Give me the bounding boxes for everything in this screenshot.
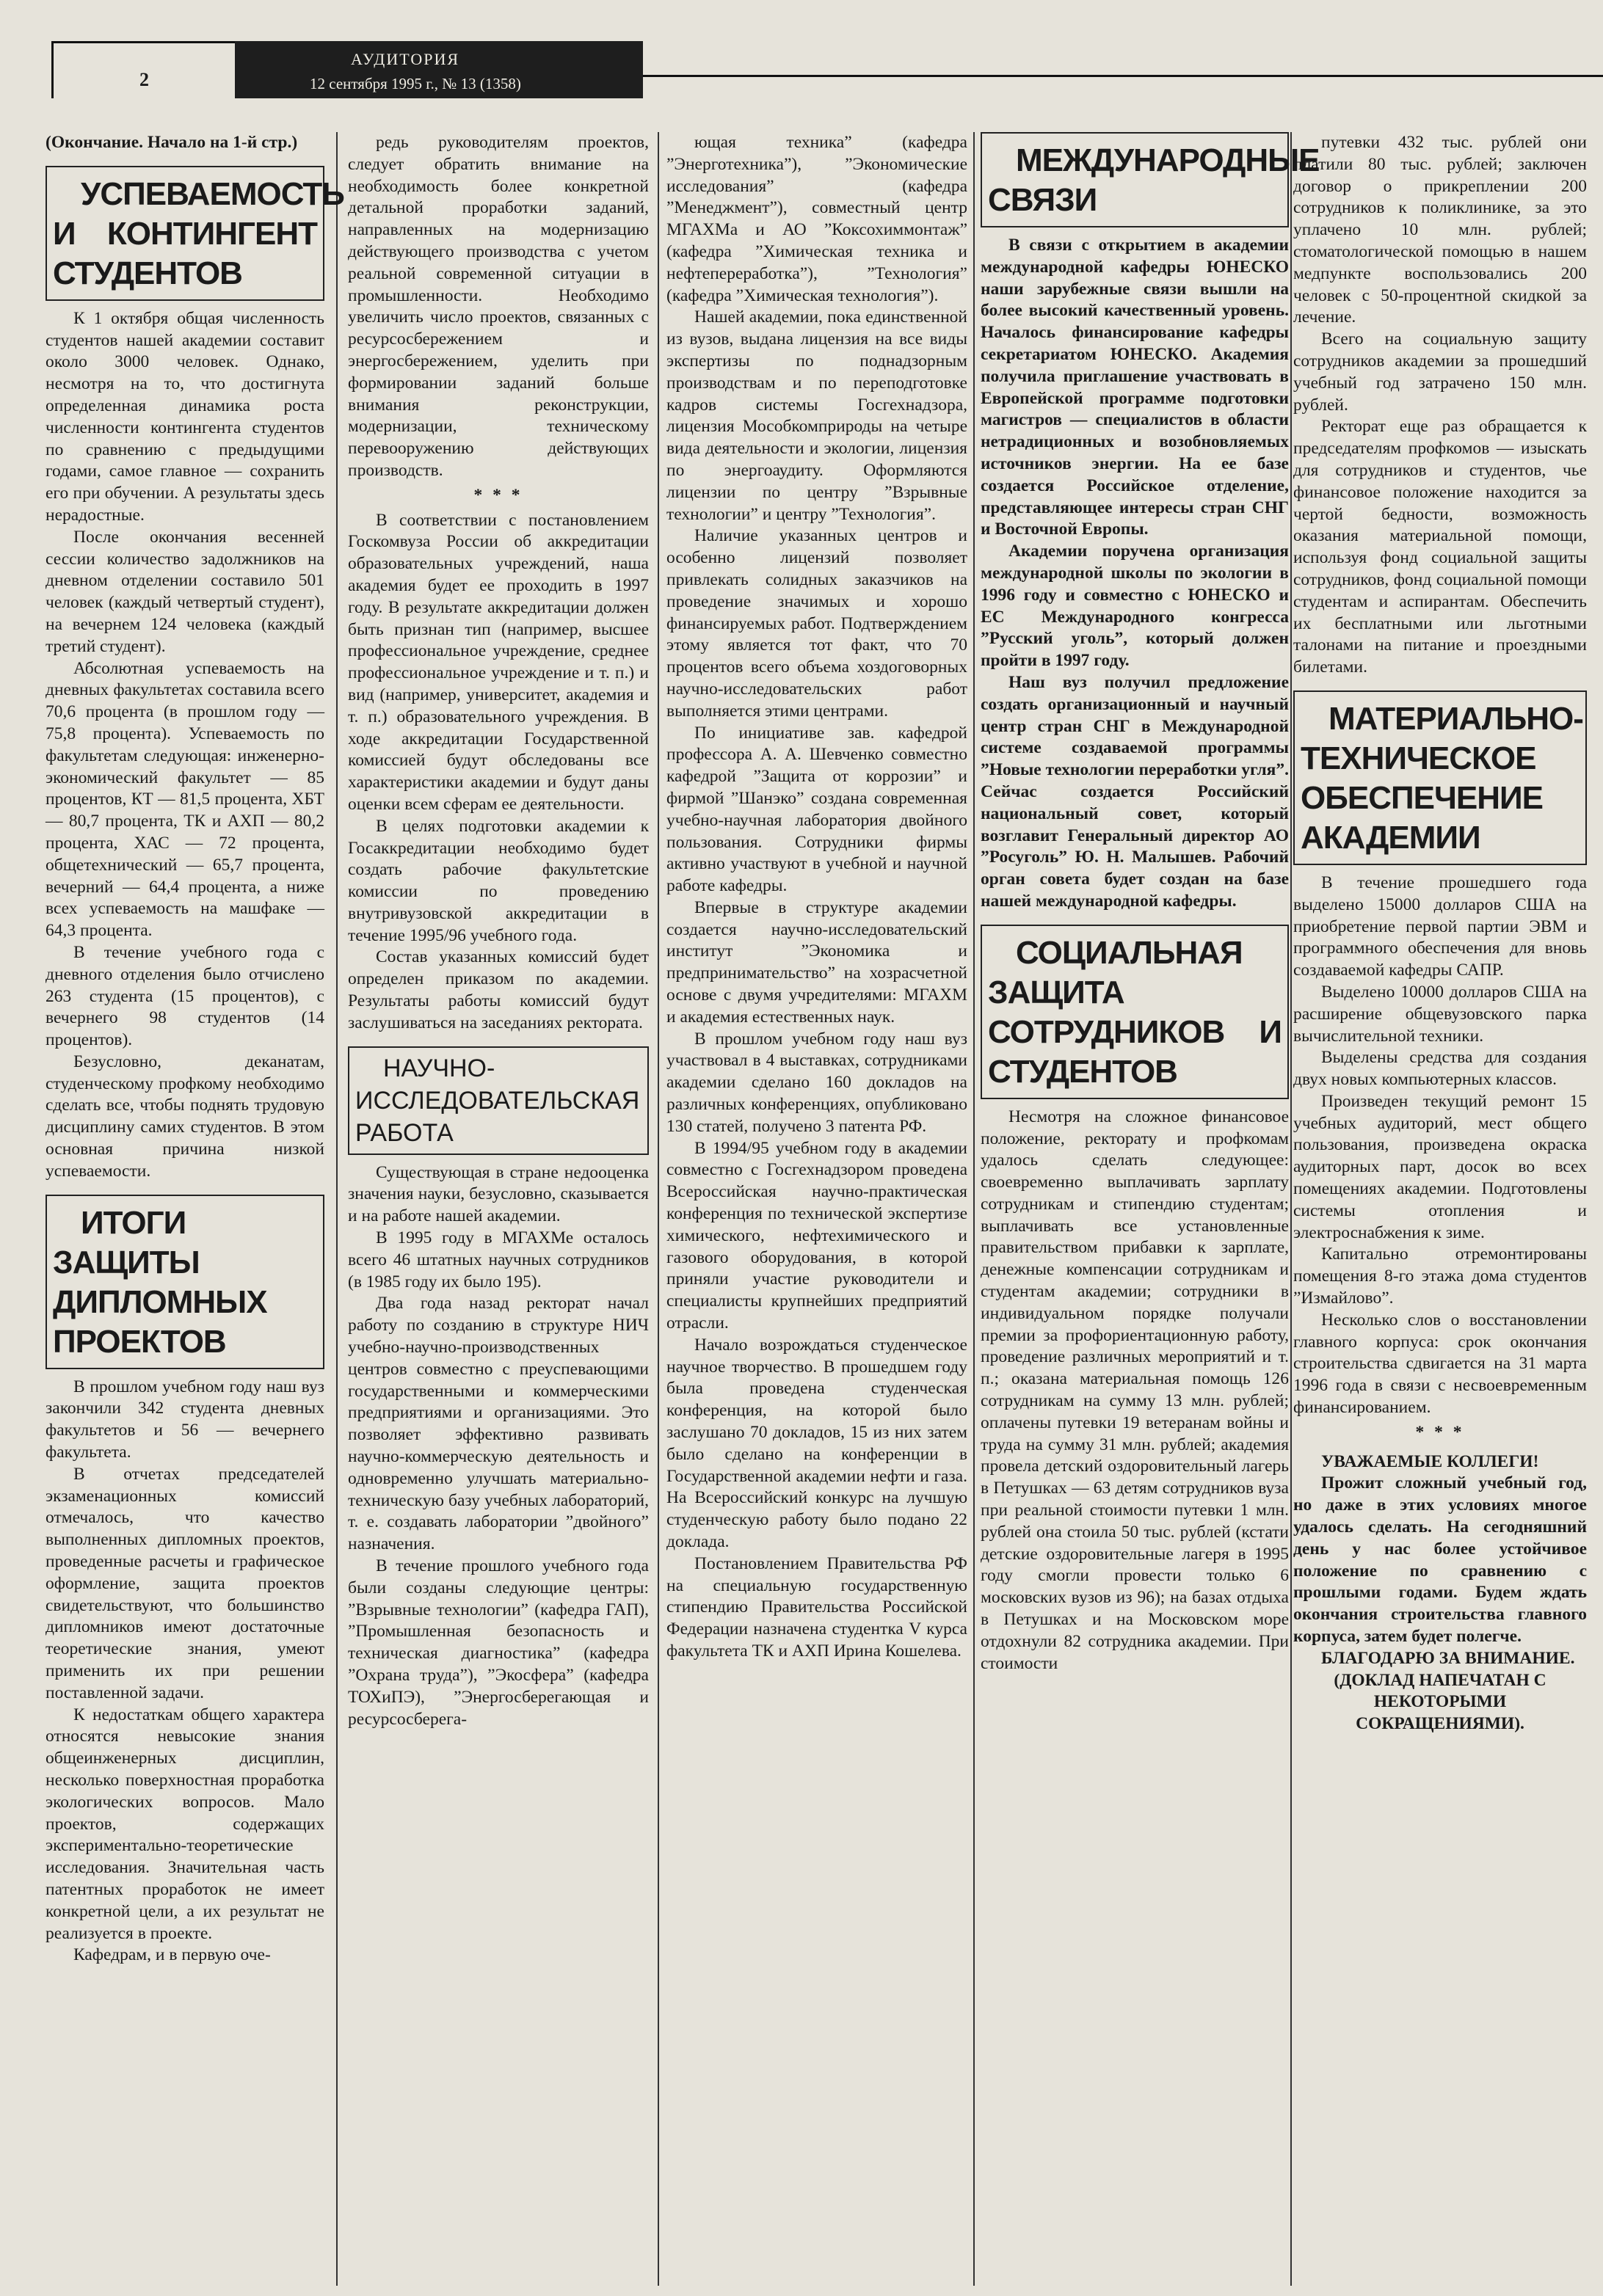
section-separator: * * * [473,485,523,505]
article-paragraph: Наличие указанных центров и особенно лицензий позволяет привлекать солидных заказчиков на проведение значимых и хорошо финансируемых работ. Подтверждением этому является тот факт, что 70 процентов всего объема хоздоговорных научно-исследовательских работ выполняется этими центрами. [666,526,967,721]
article-paragraph: Ректорат еще раз обращается к председателям профкомов — изыскать для сотрудников и студентов, чье финансовое положение находится за чертой бедности, возможность оказания материальной помощи, используя фонд социальной защиты сотрудников, фонд социальной помощи студентам и аспирантам. Обеспечить их бесплатными или льготными талонами на питание и проездными билетами. [1293,417,1587,677]
article-paragraph: По инициативе зав. кафедрой профессора А. А. Шевченко совместно кафедрой ”Защита от коррозии” и фирмой ”Шанэко” создана современная учебно-научная лаборатория двойного пользования. Сотрудники фирмы активно участвуют в учебной и научной работе кафедры. [666,723,967,896]
article-paragraph: К 1 октября общая численность студентов нашей академии составит около 3000 человек. Однако, несмотря на то, что достигнута определенная динамика роста численности контингента студентов по сравнению с предыдущими годами, самое главное — сохранить его при обучении. А результаты здесь нерадостные. [46,308,324,525]
article-paragraph: путевки 432 тыс. рублей они платили 80 тыс. рублей; заключен договор о прикреплении 200 сотрудников к поликлинике, за это уплачено 10 млн. рублей; стоматологической помощью в нашем медпункте воспользовались 200 человек с 50-процентной скидкой за лечение. [1293,133,1587,327]
headline-research-work: НАУЧНО-ИССЛЕДОВАТЕЛЬСКАЯ РАБОТА [355,1054,640,1147]
article-paragraph: Произведен текущий ремонт 15 учебных аудиторий, мест общего пользования, произведена окраска аудиторных парт, досок во всех помещениях академии. Подготовлены системы отопления и электроснабжения к зиме. [1293,1091,1587,1242]
headline-social-protection: СОЦИАЛЬНАЯ ЗАЩИТА СОТРУДНИКОВ И СТУДЕНТОВ [988,934,1282,1090]
article-paragraph: В прошлом учебном году наш вуз участвовал в 4 выставках, сотрудниками академии сделано 160 докладов на различных конференциях, опубликовано 130 статей, получено 3 патента РФ. [666,1029,967,1136]
article-paragraph: После окончания весенней сессии количество задолжников на дневном отделении составило 501 человек (каждый четвертый студент), на вечернем 124 человека (каждый третий студент). [46,527,324,656]
article-paragraph: В течение учебного года с дневного отделения было отчислено 263 студента (15 процентов), с вечернего 98 студентов (14 процентов). [46,942,324,1050]
column-5 [1293,132,1587,2286]
article-paragraph: Кафедрам, и в первую оче- [73,1945,271,1965]
newspaper-title: АУДИТОРИЯ [351,50,460,68]
column-3 [666,132,967,2286]
headline-box [981,925,1289,1099]
column-divider [658,132,659,2286]
article-paragraph: В целях подготовки академии к Госаккредитации необходимо будет создать рабочие факультетские комиссии по проведению внутривузовской аккредитации в течение 1995/96 учебного года. [348,816,649,945]
continuation-note: (Окончание. Начало на 1-й стр.) [46,133,298,152]
article-paragraph: Несколько слов о восстановлении главного корпуса: срок окончания строительства сдвигается на 31 марта 1996 года в связи с несвоевременным финансированием. [1293,1310,1587,1418]
article-paragraph: Выделены средства для создания двух новых компьютерных классов. [1293,1048,1587,1090]
column-divider [973,132,975,2286]
headline-box [46,166,344,301]
article-paragraph: В течение прошедшего года выделено 15000 долларов США на приобретение первой партии ЭВМ и программного обеспечения для вновь создаваемой кафедры САПР. [1293,872,1587,980]
headline-international-relations: МЕЖДУНАРОДНЫЕ СВЯЗИ [988,142,1320,218]
article-paragraph: Постановлением Правительства РФ на специальную государственную стипендию Правительства Российской Федерации назначена студентка V курса факультета ТК и АХП Ирина Кошелева. [666,1553,967,1661]
article-paragraph: Безусловно, деканатам, студенческому профкому необходимо сделать все, чтобы поднять трудовую дисциплину самих студентов. В этом основная причина низкой успеваемости. [46,1052,324,1181]
article-paragraph: В отчетах председателей экзаменационных комиссий отмечалось, что качество выполненных дипломных проектов, проведенные расчеты и графическое оформление, защита проектов свидетельствуют, что большинство дипломников имеют достаточные теоретические знания, умеют применить их при решении поставленной задачи. [46,1464,324,1702]
closing-thanks: БЛАГОДАРЮ ЗА ВНИМАНИЕ. [1321,1648,1575,1668]
header-rule [643,75,1603,77]
headline-academic-performance: УСПЕВАЕМОСТЬ И КОНТИНГЕНТ СТУДЕНТОВ [53,175,344,291]
article-paragraph: Выделено 10000 долларов США на расширение общевузовского парка вычислительной техники. [1293,982,1587,1046]
article-paragraph: Капитально отремонтированы помещения 8-го этажа дома студентов ”Измайлово”. [1293,1244,1587,1308]
closing-address [1293,1451,1587,1735]
article-paragraph: В связи с открытием в академии международной кафедры ЮНЕСКО наши зарубежные связи вышли на более высокий качественный уровень. Началось финансирование кафедры секретариатом ЮНЕСКО. Академия получила приглашение участвовать в Европейской программе подготовки магистров — специалистов в области нетрадиционных и возобновляемых источников энергии. На ее базе создается Российское отделение, представляющее интересы стран СНГ и Восточной Европы. [981,236,1289,539]
closing-note: (ДОКЛАД НАПЕЧАТАН С НЕКОТОРЫМИ СОКРАЩЕНИЯМИ). [1334,1670,1546,1734]
headline-diploma-results: ИТОГИ ЗАЩИТЫ ДИПЛОМНЫХ ПРОЕКТОВ [53,1204,267,1360]
column-divider [1290,132,1292,2286]
closing-text: Прожит сложный учебный год, но даже в этих условиях многое удалось сделать. На сегодняшний день у нас более устойчивое положение по сравнению с прошлыми годами. Будем ждать окончания строительства главного корпуса, затем будет полегче. [1293,1473,1587,1647]
article-paragraph: Академии поручена организация международной школы по экологии в 1996 году и совместно с ЮНЕСКО и ЕС Международного конгресса ”Русский уголь”, который должен пройти в 1997 году. [981,542,1289,671]
headline-box [348,1046,649,1155]
column-divider [336,132,338,2286]
article-paragraph: В соответствии с постановлением Госкомвуза России об аккредитации образовательных учреждений, наша академия будет ее проходить в 1997 году. В результате аккредитации должен быть признан тип (например, высшее профессиональное учреждение, среднее профессиональное учреждение и т. п.) и вид (например, университет, академия и т. п.) образовательного учреждения. В ходе аккредитации Государственной комиссией будут обследованы все характеристики академии и будут даны оценки всем сферам ее деятельности. [348,510,649,814]
column-1 [46,132,344,2286]
article-paragraph: Впервые в структуре академии создается научно-исследовательский институт ”Экономика и предпринимательство” на хозрасчетной основе с двумя учредителями: МГАХМ и академия естественных наук. [666,897,967,1027]
headline-material-support: МАТЕРИАЛЬНО-ТЕХНИЧЕСКОЕ ОБЕСПЕЧЕНИЕ АКАДЕМИИ [1301,700,1583,856]
masthead-bar [235,41,643,98]
article-paragraph: В 1995 году в МГАХМе осталось всего 46 штатных научных сотрудников (в 1985 году их было 195). [348,1228,649,1291]
article-paragraph: Несмотря на сложное финансовое положение, ректорату и профкомам удалось сделать следующее: своевременно выплачивать зарплату сотрудникам и стипендию студентам; выплачивать все установленные правительством прибавки к зарплате, денежные компенсации сотрудникам и студентам академии; сотрудники в индивидуальном порядке получали премии за профориентационную работу, проведение различных мероприятий и т. п.; оказана материальная помощь 126 сотрудникам на сумму 13 млн. рублей; оплачены путевки 19 ветеранам войны и труда на сумму 31 млн. рублей; академия провела детский оздоровительный лагерь в Петушках — 63 детям сотрудников вуза при реальной стоимости путевки 1 млн. рублей она стоила 50 тыс. рублей (кстати детские оздоровительные лагеря в 1995 году смогли провести только 6 московских вузов из 96); на базах отдыха в Петушках и на Московском море отдохнули 82 сотрудника академии. При стоимости [981,1107,1289,1673]
article-paragraph: Начало возрождаться студенческое научное творчество. В прошедшем году была проведена студенческая конференция, на которой было заслушано 70 докладов, 15 из них затем было сделано на конференции в Государственной академии нефти и газа. На Всероссийский конкурс на лучшую студенческую работу было подано 22 доклада. [666,1335,967,1551]
article-paragraph: Существующая в стране недооценка значения науки, безусловно, сказывается и на работе нашей академии. [348,1162,649,1226]
column-4 [981,132,1320,2286]
article-paragraph: Всего на социальную защиту сотрудников академии за прошедший учебный год затрачено 150 млн. рублей. [1293,329,1587,415]
article-paragraph: ющая техника” (кафедра ”Энерготехника”), ”Экономические исследования” (кафедра ”Менеджмент”), совместный центр МГАХМа и АО ”Коксохиммонтаж” (кафедра ”Химическая техника и нефтепереработка”), ”Технология” (кафедра ”Химическая технология”). [666,133,967,305]
page-number: 2 [139,69,149,90]
article-paragraph: Состав указанных комиссий будет определен приказом по академии. Результаты работы комиссий будут заслушиваться на заседаниях ректората. [348,947,649,1032]
article-paragraph: В течение прошлого учебного года были созданы следующие центры: ”Взрывные технологии” (кафедра ГАП), ”Промышленная безопасность и техническая диагностика” (кафедра ”Охрана труда”), ”Экосфера” (кафедра ТОХиПЭ), ”Энергосберегающая и ресурсосберега- [348,1556,649,1729]
article-paragraph: Нашей академии, пока единственной из вузов, выдана лицензия на все виды экспертизы по поднадзорным производствам и по переподготовке кадров системы Госгехнадзора, лицензия Мособкомприроды на четыре вида деятельности и экологии, лицензия по энергоаудиту. Оформляются лицензии по центру ”Взрывные технологии” и центру ”Технология”. [666,307,967,524]
column-2 [348,132,649,2286]
article-paragraph: Абсолютная успеваемость на дневных факультетах составила всего 70,6 процента (в прошлом году — 75,8 процента). Успеваемость по факультетам следующая: инженерно-экономический факультет — 85 процентов, КТ — 81,5 процента, ХБТ — 80,7 процента, ТК и АХП — 80,2 процента, ХАС — 72 процента, общетехнический — 65,7 процента, вечерний — 64,4 процента, а ниже всех успеваемость на машфаке — 64,3 процента. [46,658,324,941]
headline-box [1293,690,1587,865]
article-paragraph: В 1994/95 учебном году в академии совместно с Госгехнадзором проведена Всероссийская научно-практическая конференция по технической экспертизе химического, нефтехимического и газового оборудования, в которой приняли участие руководители и специалисты крупнейших предприятий отрасли. [666,1138,967,1333]
issue-date: 12 сентября 1995 г., № 13 (1358) [310,75,521,92]
article-paragraph: В прошлом учебном году наш вуз закончили 342 студента дневных факультетов и 56 — вечернего факультета. [46,1377,324,1462]
article-paragraph: Два года назад ректорат начал работу по созданию в структуре НИЧ учебно-научно-производственных центров совместно с преуспевающими государственными и коммерческими предприятиями и организациями. Это позволяет эффективно развивать научно-коммерческую деятельность и одновременно улучшать материально-техническую базу учебных лабораторий, т. е. создавать лаборатории ”двойного” назначения. [348,1294,649,1554]
closing-greeting: УВАЖАЕМЫЕ КОЛЛЕГИ! [1321,1451,1539,1471]
headline-box [981,132,1320,227]
section-separator: * * * [1415,1422,1465,1442]
headline-box [46,1195,324,1369]
article-paragraph: Наш вуз получил предложение создать организационный и научный центр стран СНГ в Международной системе создаваемой программы ”Новые технологии переработки угля”. Сейчас создается Российский национальный совет, который возглавит Генеральный директор АО ”Росуголь” Ю. Н. Малышев. Рабочий орган совета будет создан на базе нашей международной кафедры. [981,672,1289,911]
article-paragraph: К недостаткам общего характера относятся невысокие знания общеинженерных дисциплин, несколько поверхностная проработка экологических вопросов. Мало проектов, содержащих экспериментально-теоретические исследования. Значительная часть патентных проработок не имеет конкретной цели, а их результат не реализуется в проекте. [46,1705,324,1943]
article-paragraph: редь руководителям проектов, следует обратить внимание на необходимость более конкретной детальной проработки заданий, направленных на модернизацию действующего производства с учетом реальной современной ситуации в промышленности. Необходимо увеличить число проектов, связанных с ресурсосбережением и энергосбережением, уделить при формировании заданий больше внимания реконструкции, модернизации, техническому перевооружению действующих производств. [348,133,649,480]
